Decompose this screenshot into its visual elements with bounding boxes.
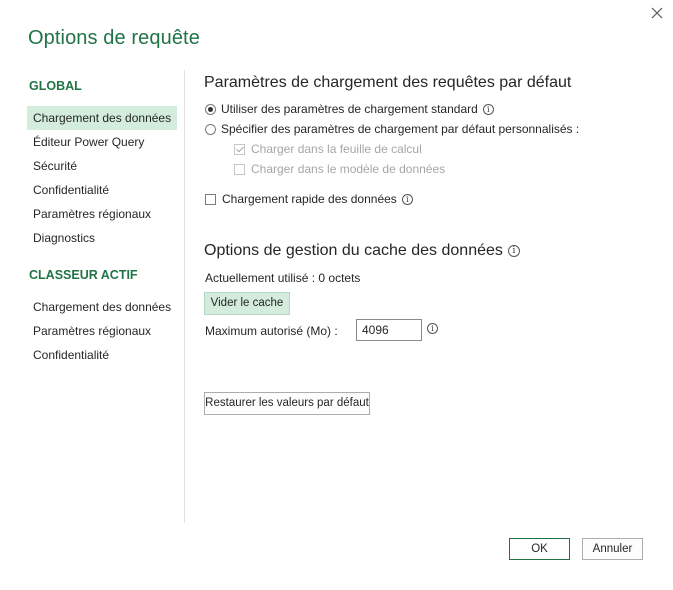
max-size-label: Maximum autorisé (Mo) :: [205, 324, 338, 338]
sidebar-item-workbook-data-load[interactable]: Chargement des données: [33, 300, 172, 314]
restore-defaults-button[interactable]: Restaurer les valeurs par défaut: [204, 392, 370, 415]
max-size-info-row: [427, 323, 438, 334]
info-icon[interactable]: i: [483, 104, 494, 115]
fast-load-checkbox[interactable]: [205, 194, 216, 205]
info-icon[interactable]: i: [427, 323, 438, 334]
sidebar: [27, 72, 177, 367]
dialog-title: Options de requête: [28, 27, 200, 49]
sidebar-item-global-data-load[interactable]: Chargement des données: [27, 106, 177, 130]
sidebar-heading-global: GLOBAL: [29, 79, 82, 93]
sidebar-item-global-privacy[interactable]: Confidentialité: [33, 183, 110, 197]
sidebar-item-global-regional-settings[interactable]: Paramètres régionaux: [33, 207, 152, 221]
max-size-input[interactable]: [356, 319, 422, 341]
info-icon[interactable]: i: [402, 194, 413, 205]
sidebar-heading-workbook: CLASSEUR ACTIF: [29, 268, 138, 282]
close-button[interactable]: [646, 2, 668, 24]
sidebar-item-security[interactable]: Sécurité: [33, 159, 78, 173]
cache-usage-text: Actuellement utilisé : 0 octets: [205, 271, 361, 285]
load-sheet-checkbox[interactable]: [234, 144, 245, 155]
sidebar-item-diagnostics[interactable]: Diagnostics: [33, 231, 96, 245]
cancel-button[interactable]: Annuler: [582, 538, 643, 560]
load-model-checkbox[interactable]: [234, 164, 245, 175]
sidebar-item-power-query-editor[interactable]: Éditeur Power Query: [33, 135, 145, 149]
cache-title-row: [204, 242, 520, 260]
fast-load-label: Chargement rapide des données: [222, 192, 397, 206]
load-sheet-row[interactable]: [234, 142, 422, 156]
load-sheet-label: Charger dans la feuille de calcul: [251, 142, 422, 156]
radio-standard[interactable]: [205, 104, 216, 115]
radio-standard-row[interactable]: [205, 102, 494, 116]
sidebar-item-workbook-regional-settings[interactable]: Paramètres régionaux: [33, 324, 152, 338]
close-icon: [646, 2, 668, 24]
sidebar-item-workbook-privacy[interactable]: Confidentialité: [33, 348, 110, 362]
clear-cache-button[interactable]: Vider le cache: [204, 292, 290, 315]
fast-load-row[interactable]: [205, 192, 413, 206]
load-model-row[interactable]: [234, 162, 445, 176]
radio-standard-label: Utiliser des paramètres de chargement standard: [221, 102, 478, 116]
vertical-divider: [184, 70, 185, 523]
radio-custom-label: Spécifier des paramètres de chargement par défaut personnalisés :: [221, 122, 580, 136]
cache-usage-row: [205, 271, 360, 285]
ok-button[interactable]: OK: [509, 538, 570, 560]
load-section-title: Paramètres de chargement des requêtes par défaut: [204, 74, 572, 91]
cache-section-title: Options de gestion du cache des données: [204, 242, 503, 259]
radio-custom-row[interactable]: [205, 122, 579, 136]
max-size-label-row: [205, 324, 338, 338]
radio-custom[interactable]: [205, 124, 216, 135]
info-icon[interactable]: i: [508, 245, 520, 257]
load-model-label: Charger dans le modèle de données: [251, 162, 446, 176]
